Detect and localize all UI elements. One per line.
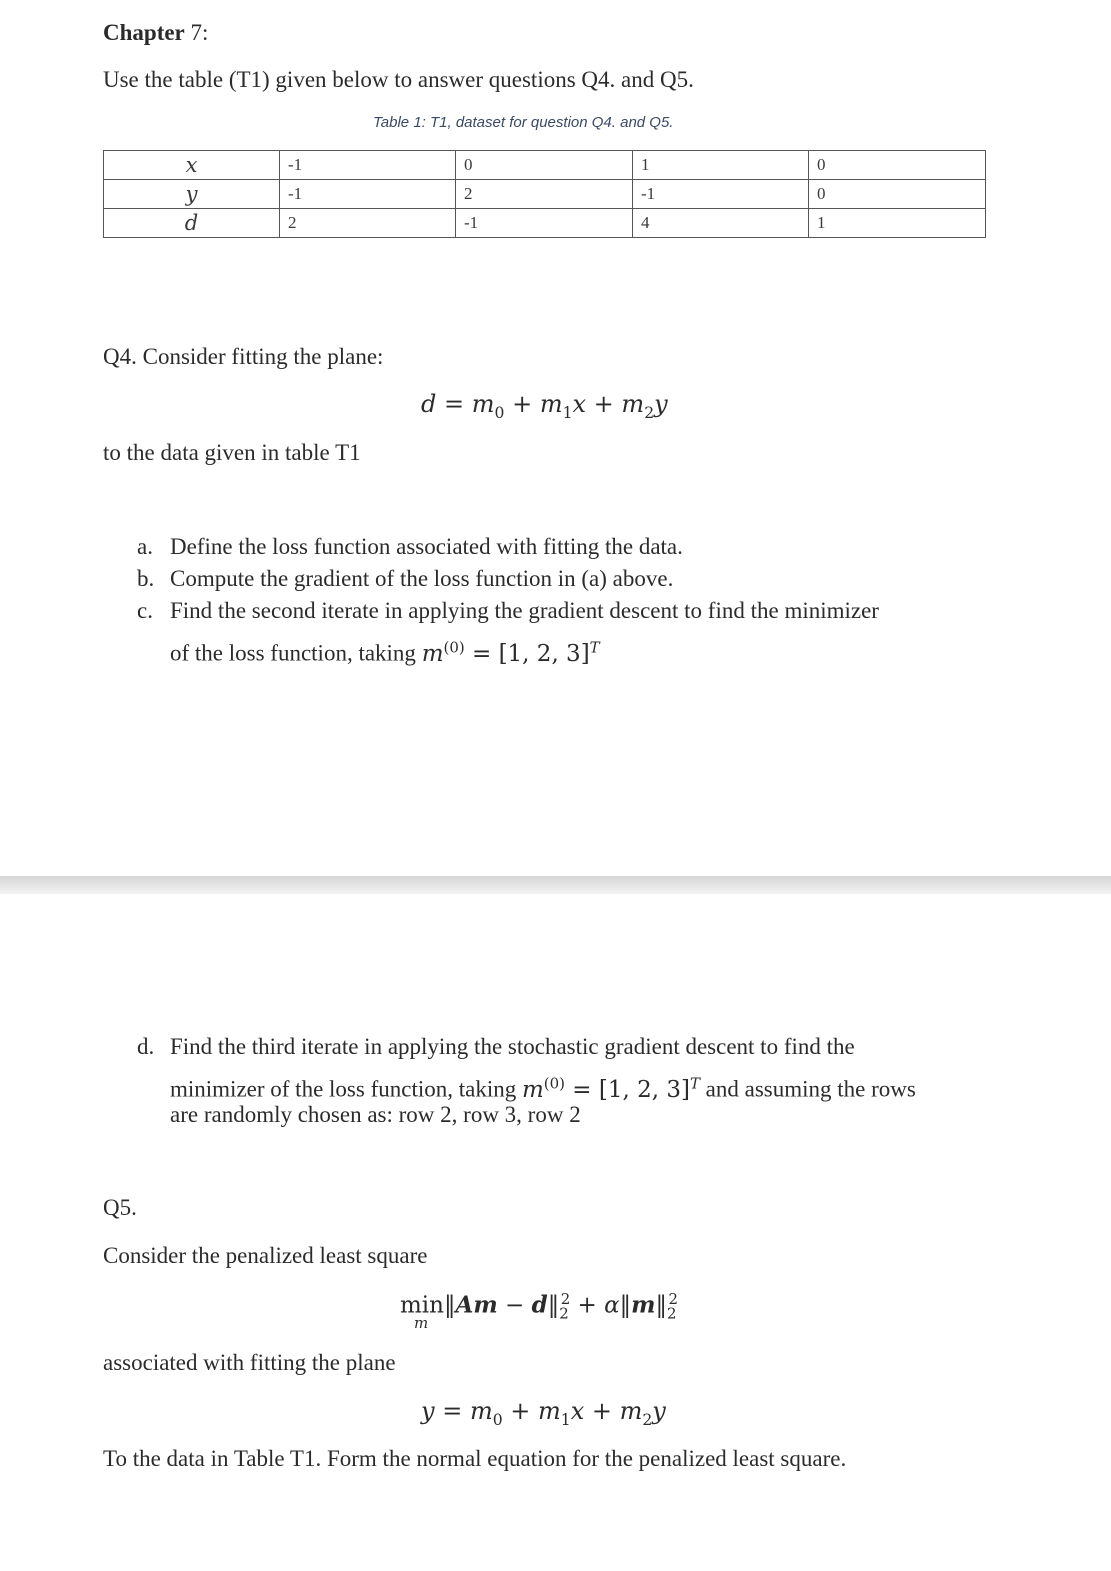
sup-zero: (0): [543, 1074, 565, 1092]
table-cell: 4: [633, 209, 809, 238]
eq-lhs: d: [421, 390, 437, 418]
vector-d: d: [531, 1291, 548, 1319]
table-row: [104, 209, 986, 238]
table-var-cell: d: [104, 209, 280, 238]
eq-m0: m: [469, 1397, 493, 1425]
item-text-suffix: and assuming the rows: [705, 1076, 916, 1102]
min-subscript: m: [414, 1314, 429, 1332]
eq-s0: 0: [494, 403, 505, 422]
eq-y: y: [652, 1397, 666, 1425]
norm-sup-2: 2: [668, 1290, 679, 1308]
eq-m0: m: [471, 390, 495, 418]
norm-sup: 2: [560, 1290, 571, 1308]
sup-zero: (0): [443, 638, 465, 656]
init-vector: $m^{(0)} = [1$, 2, 3]$^T$: [421, 638, 600, 667]
q5-penalized-formula: min‖Am − $d‖_2^2$ + $\alpha‖m‖_2^2$: [400, 1290, 679, 1323]
table-cell: -1: [456, 209, 633, 238]
norm-sub-2: 2: [667, 1304, 677, 1323]
table-cell: 0: [809, 180, 986, 209]
item-text-prefix: of the loss function, taking: [170, 640, 416, 666]
table-caption: Table 1: T1, dataset for question Q4. and Q5.: [373, 114, 674, 131]
init-vector: $m^{(0)} = [1$, 2, 3]$^T$: [521, 1074, 700, 1103]
q5-heading: Q5.: [103, 1195, 137, 1220]
eq-m1: m: [538, 1397, 561, 1425]
table-cell: 2: [456, 180, 633, 209]
table-cell: 0: [809, 151, 986, 180]
data-table: [103, 150, 986, 238]
vector-m-2: m: [631, 1291, 656, 1319]
table-cell: 1: [633, 151, 809, 180]
matrix-a: A: [455, 1291, 474, 1319]
item-text: Define the loss function associated with fitting the data.: [170, 534, 683, 559]
table-cell: 2: [280, 209, 456, 238]
item-label: d.: [137, 1034, 155, 1059]
eq-m1: m: [539, 390, 563, 418]
table-row: [104, 180, 986, 209]
table-row: [104, 151, 986, 180]
chapter-label: Chapter: [103, 20, 185, 45]
item-text-line2: [170, 633, 600, 668]
page-separator: [0, 876, 1111, 894]
sup-t: T: [689, 1074, 700, 1092]
q5-plane-equation: $y = m_0 + m_1x + m_2y$: [421, 1397, 666, 1429]
q5-intro: Consider the penalized least square: [103, 1243, 428, 1268]
intro-text: Use the table (T1) given below to answer questions Q4. and Q5.: [103, 67, 694, 92]
eq-s1: 1: [560, 1410, 571, 1429]
sup-t: T: [589, 638, 600, 656]
q4-heading: Q4. Consider fitting the plane:: [103, 344, 384, 369]
item-label: b.: [137, 566, 155, 591]
item-text-line2: [170, 1069, 916, 1104]
eq-m2: m: [621, 390, 645, 418]
item-label: c.: [137, 598, 153, 623]
table-cell: 0: [456, 151, 633, 180]
q5-after-text: associated with fitting the plane: [103, 1350, 396, 1375]
item-text: Compute the gradient of the loss function in (a) above.: [170, 566, 674, 591]
min-operator: min: [400, 1292, 444, 1319]
eq-s2: 2: [644, 403, 655, 422]
item-text: Find the third iterate in applying the stochastic gradient descent to find the: [170, 1034, 855, 1059]
eq-y: y: [654, 390, 668, 418]
eq-x: x: [570, 1397, 585, 1425]
norm-sub: 2: [559, 1304, 569, 1323]
table-cell: 1: [809, 209, 986, 238]
init-value: [1, 2, 3]: [498, 640, 590, 667]
eq-s2: 2: [642, 1410, 653, 1429]
eq-s0: 0: [492, 1410, 503, 1429]
q4-plane-equation: $d = m_0 + m_1x + m_2y$: [421, 390, 668, 422]
table-cell: -1: [633, 180, 809, 209]
item-text-line3: are randomly chosen as: row 2, row 3, row 2: [170, 1102, 581, 1127]
eq-s1: 1: [562, 403, 573, 422]
chapter-heading: [103, 19, 208, 47]
init-value: [1, 2, 3]: [598, 1076, 690, 1103]
table-var-cell: y: [104, 180, 280, 209]
table-cell: -1: [280, 180, 456, 209]
chapter-number: 7:: [190, 20, 209, 45]
table-var-cell: x: [104, 151, 280, 180]
item-text-prefix: minimizer of the loss function, taking: [170, 1076, 517, 1102]
eq-lhs: y: [421, 1397, 435, 1425]
q4-after-text: to the data given in table T1: [103, 440, 361, 465]
eq-x: x: [572, 390, 587, 418]
q5-closing: To the data in Table T1. Form the normal equation for the penalized least square.: [103, 1446, 847, 1471]
table-cell: -1: [280, 151, 456, 180]
item-text: Find the second iterate in applying the gradient descent to find the minimizer: [170, 598, 879, 623]
vector-m: m: [473, 1291, 498, 1319]
alpha-symbol: α: [604, 1292, 620, 1319]
item-label: a.: [137, 534, 153, 559]
eq-m2: m: [619, 1397, 643, 1425]
